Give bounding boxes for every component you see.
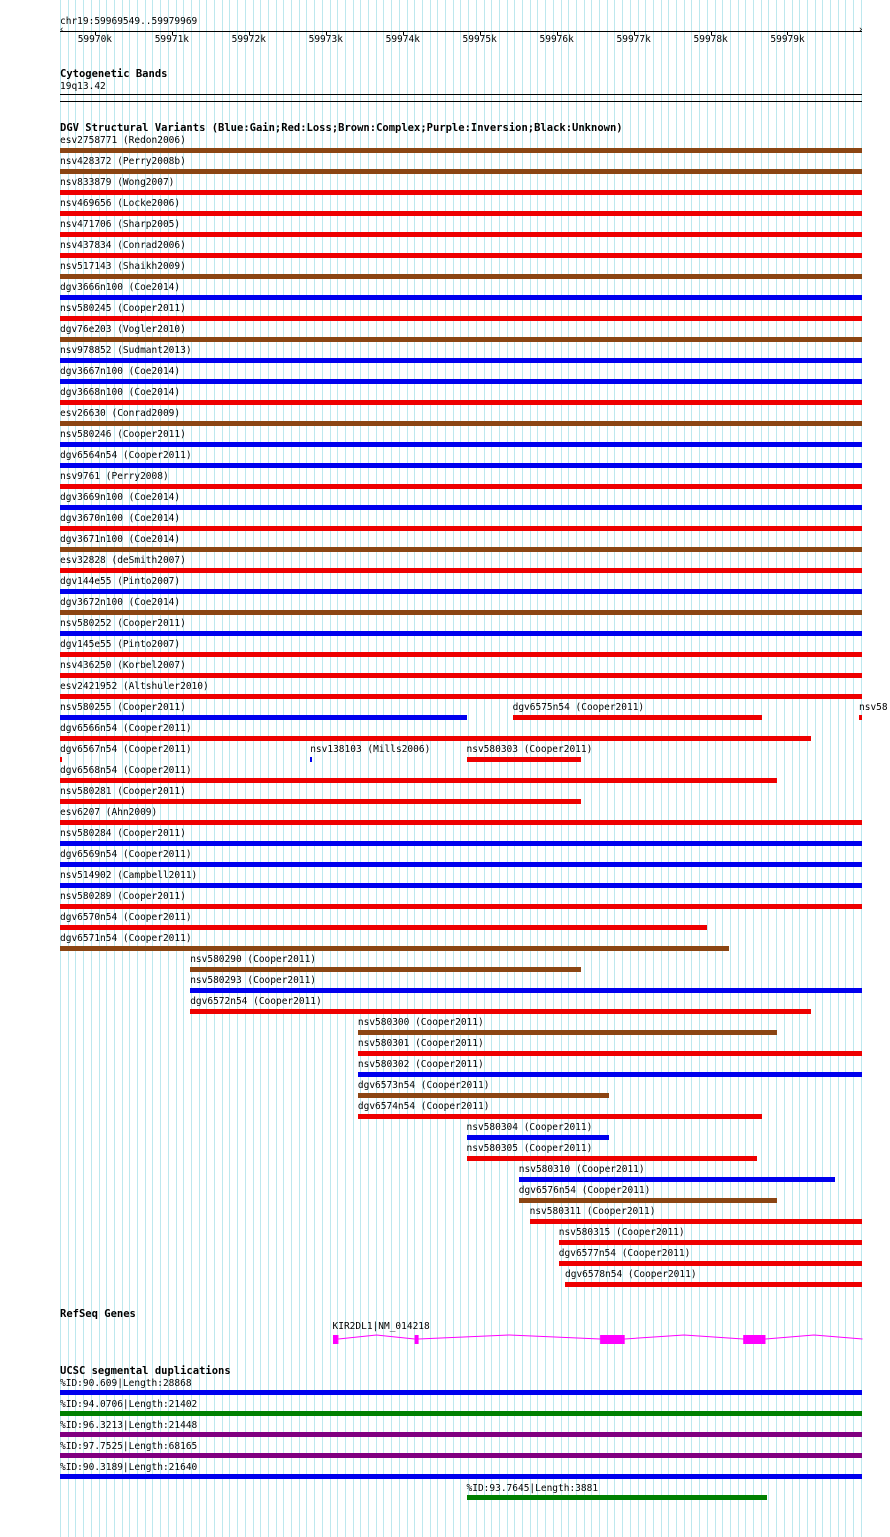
variant-label: nsv580302 (Cooper2011) — [357, 1059, 484, 1070]
variant-bar[interactable] — [60, 946, 729, 951]
ruler-tick-label: 59976k — [539, 34, 574, 45]
ruler-tick-label: 59978k — [693, 34, 728, 45]
variant-bar[interactable] — [60, 337, 862, 342]
grid-line — [545, 0, 546, 1537]
grid-line — [484, 0, 485, 1537]
grid-line — [206, 0, 207, 1537]
grid-line — [614, 0, 615, 1537]
variant-label: nsv580290 (Cooper2011) — [190, 954, 317, 965]
grid-line — [407, 0, 408, 1537]
variant-label: dgv6570n54 (Cooper2011) — [60, 912, 192, 923]
variant-bar[interactable] — [60, 148, 862, 153]
ruler-range-label: chr19:59969549..59979969 — [60, 16, 198, 27]
grid-line — [761, 0, 762, 1537]
exon — [743, 1335, 765, 1344]
grid-line — [514, 0, 515, 1537]
variant-label: nsv138103 (Mills2006) — [310, 744, 431, 755]
grid-line — [199, 0, 200, 1537]
variant-bar[interactable] — [60, 925, 707, 930]
grid-line — [830, 0, 831, 1537]
segdup-title: UCSC segmental duplications — [60, 1365, 231, 1377]
segdup-bar[interactable] — [60, 1453, 862, 1458]
variant-bar[interactable] — [513, 715, 762, 720]
variant-label: nsv580315 (Cooper2011) — [558, 1227, 685, 1238]
grid-line — [822, 0, 823, 1537]
grid-line — [838, 0, 839, 1537]
variant-bar[interactable] — [530, 1219, 862, 1224]
variant-label: dgv76e203 (Vogler2010) — [60, 324, 186, 335]
variant-label: esv2421952 (Altshuler2010) — [60, 681, 209, 692]
grid-line — [576, 0, 577, 1537]
variant-bar[interactable] — [467, 1135, 609, 1140]
variant-bar[interactable] — [467, 757, 582, 762]
grid-line — [599, 0, 600, 1537]
variant-bar[interactable] — [60, 799, 581, 804]
grid-line — [437, 0, 438, 1537]
grid-line — [330, 0, 331, 1537]
grid-line — [322, 0, 323, 1537]
grid-line — [715, 0, 716, 1537]
variant-bar[interactable] — [358, 1114, 762, 1119]
grid-line — [568, 0, 569, 1537]
grid-line — [853, 0, 854, 1537]
grid-line — [422, 0, 423, 1537]
exon — [600, 1335, 625, 1344]
grid-line — [622, 0, 623, 1537]
variant-bar[interactable] — [60, 841, 862, 846]
variant-bar[interactable] — [60, 253, 862, 258]
variant-bar[interactable] — [60, 421, 862, 426]
variant-label: nsv580246 (Cooper2011) — [60, 429, 186, 440]
variant-label: nsv9761 (Perry2008) — [60, 471, 169, 482]
grid-line — [445, 0, 446, 1537]
grid-line — [792, 0, 793, 1537]
variant-bar[interactable] — [60, 316, 862, 321]
grid-line — [707, 0, 708, 1537]
variant-label: dgv6574n54 (Cooper2011) — [357, 1101, 490, 1112]
variant-label: dgv3669n100 (Coe2014) — [60, 492, 181, 503]
ruler-tick-label: 59973k — [308, 34, 343, 45]
variant-label: esv6207 (Ahn2009) — [60, 807, 158, 818]
variant-bar[interactable] — [60, 547, 862, 552]
variant-bar[interactable] — [60, 568, 862, 573]
variant-bar[interactable] — [60, 862, 862, 867]
variant-bar[interactable] — [859, 715, 862, 720]
exon — [333, 1335, 338, 1344]
variant-bar[interactable] — [358, 1030, 777, 1035]
grid-line — [229, 0, 230, 1537]
ruler-tick-label: 59975k — [462, 34, 497, 45]
variant-bar[interactable] — [358, 1051, 862, 1056]
ruler-left-arrow: ‹ — [59, 25, 65, 35]
grid-line — [268, 0, 269, 1537]
variant-label: nsv978852 (Sudmant2013) — [60, 345, 192, 356]
grid-line — [845, 0, 846, 1537]
ruler-tick-label: 59972k — [231, 34, 266, 45]
variant-label: dgv3667n100 (Coe2014) — [60, 366, 181, 377]
variant-bar[interactable] — [60, 778, 777, 783]
variant-label: nsv580311 (Cooper2011) — [529, 1206, 656, 1217]
grid-line — [561, 0, 562, 1537]
grid-line — [491, 0, 492, 1537]
grid-line — [676, 0, 677, 1537]
variant-label: nsv580252 (Cooper2011) — [60, 618, 186, 629]
variant-label: nsv580310 (Cooper2011) — [518, 1164, 645, 1175]
grid-line — [738, 0, 739, 1537]
ruler-axis-line — [60, 31, 862, 32]
variant-label: dgv145e55 (Pinto2007) — [60, 639, 181, 650]
variant-bar[interactable] — [60, 631, 862, 636]
variant-bar[interactable] — [60, 694, 862, 699]
variant-label: dgv6569n54 (Cooper2011) — [60, 849, 192, 860]
grid-line — [353, 0, 354, 1537]
cytoband-line — [60, 94, 862, 95]
variant-label: dgv3672n100 (Coe2014) — [60, 597, 181, 608]
variant-bar[interactable] — [60, 673, 862, 678]
variant-label: nsv428372 (Perry2008b) — [60, 156, 186, 167]
grid-line — [291, 0, 292, 1537]
grid-line — [468, 0, 469, 1537]
grid-line — [730, 0, 731, 1537]
gene-model[interactable] — [333, 1332, 865, 1346]
segdup-bar[interactable] — [60, 1474, 862, 1479]
grid-line — [776, 0, 777, 1537]
variant-label: nsv436250 (Korbel2007) — [60, 660, 186, 671]
variant-label: dgv3666n100 (Coe2014) — [60, 282, 181, 293]
variant-label: dgv6572n54 (Cooper2011) — [190, 996, 322, 1007]
grid-line — [376, 0, 377, 1537]
grid-line — [337, 0, 338, 1537]
variant-label: nsv833879 (Wong2007) — [60, 177, 175, 188]
variant-bar[interactable] — [358, 1093, 609, 1098]
grid-line — [306, 0, 307, 1537]
grid-line — [383, 0, 384, 1537]
variant-label: nsv580289 (Cooper2011) — [60, 891, 186, 902]
grid-line — [476, 0, 477, 1537]
variant-label: nsv469656 (Locke2006) — [60, 198, 181, 209]
dgv-title: DGV Structural Variants (Blue:Gain;Red:Loss;Brown:Complex;Purple:Inversion;Black:Unknown) — [60, 122, 623, 134]
grid-line — [684, 0, 685, 1537]
variant-bar[interactable] — [60, 358, 862, 363]
variant-label: dgv144e55 (Pinto2007) — [60, 576, 181, 587]
variant-bar[interactable] — [60, 757, 62, 762]
variant-label: nsv580305 (Cooper2011) — [466, 1143, 593, 1154]
variant-bar[interactable] — [60, 820, 862, 825]
variant-bar[interactable] — [60, 211, 862, 216]
grid-line — [222, 0, 223, 1537]
cytobands-title: Cytogenetic Bands — [60, 68, 168, 80]
grid-line — [453, 0, 454, 1537]
variant-bar[interactable] — [60, 169, 862, 174]
grid-line — [807, 0, 808, 1537]
variant-label: dgv3670n100 (Coe2014) — [60, 513, 181, 524]
variant-label: nsv580304 (Cooper2011) — [466, 1122, 593, 1133]
grid-line — [260, 0, 261, 1537]
variant-bar[interactable] — [60, 505, 862, 510]
variant-bar[interactable] — [60, 400, 862, 405]
refseq-title: RefSeq Genes — [60, 1308, 136, 1320]
segdup-bar[interactable] — [60, 1390, 862, 1395]
variant-label: dgv6571n54 (Cooper2011) — [60, 933, 192, 944]
gene-label: KIR2DL1|NM_014218 — [332, 1321, 430, 1332]
variant-bar[interactable] — [519, 1177, 835, 1182]
grid-line — [414, 0, 415, 1537]
grid-line — [507, 0, 508, 1537]
grid-line — [768, 0, 769, 1537]
grid-line — [815, 0, 816, 1537]
variant-label: dgv6573n54 (Cooper2011) — [357, 1080, 490, 1091]
variant-bar[interactable] — [60, 610, 862, 615]
variant-label: nsv58 — [859, 702, 888, 713]
variant-label: nsv580281 (Cooper2011) — [60, 786, 186, 797]
variant-bar[interactable] — [190, 967, 581, 972]
grid-line — [691, 0, 692, 1537]
variant-bar[interactable] — [60, 442, 862, 447]
grid-line — [799, 0, 800, 1537]
grid-line — [591, 0, 592, 1537]
variant-label: dgv6566n54 (Cooper2011) — [60, 723, 192, 734]
variant-bar[interactable] — [60, 652, 862, 657]
variant-label: dgv6576n54 (Cooper2011) — [518, 1185, 651, 1196]
ruler-right-arrow: › — [858, 25, 864, 35]
variant-label: dgv6578n54 (Cooper2011) — [565, 1269, 697, 1280]
grid-line — [237, 0, 238, 1537]
variant-label: nsv437834 (Conrad2006) — [60, 240, 186, 251]
segdup-label: %ID:90.609|Length:28868 — [60, 1378, 192, 1389]
segdup-bar[interactable] — [60, 1432, 862, 1437]
grid-line — [245, 0, 246, 1537]
variant-bar[interactable] — [559, 1261, 862, 1266]
ruler-tick-label: 59977k — [616, 34, 651, 45]
variant-bar[interactable] — [60, 274, 862, 279]
variant-label: dgv3668n100 (Coe2014) — [60, 387, 181, 398]
grid-line — [276, 0, 277, 1537]
grid-line — [699, 0, 700, 1537]
grid-line — [460, 0, 461, 1537]
variant-bar[interactable] — [60, 379, 862, 384]
grid-line — [753, 0, 754, 1537]
variant-bar[interactable] — [559, 1240, 862, 1245]
segdup-label: %ID:90.3189|Length:21640 — [60, 1462, 198, 1473]
grid-line — [368, 0, 369, 1537]
grid-line — [668, 0, 669, 1537]
grid-line — [745, 0, 746, 1537]
variant-bar[interactable] — [519, 1198, 777, 1203]
cytoband-label: 19q13.42 — [60, 81, 106, 92]
grid-line — [499, 0, 500, 1537]
grid-line — [861, 0, 862, 1537]
variant-label: nsv517143 (Shaikh2009) — [60, 261, 186, 272]
variant-label: dgv6564n54 (Cooper2011) — [60, 450, 192, 461]
variant-label: nsv580255 (Cooper2011) — [60, 702, 186, 713]
variant-bar[interactable] — [310, 757, 312, 762]
variant-bar[interactable] — [60, 295, 862, 300]
variant-bar[interactable] — [60, 736, 811, 741]
grid-line — [214, 0, 215, 1537]
grid-line — [360, 0, 361, 1537]
grid-line — [391, 0, 392, 1537]
variant-label: nsv580300 (Cooper2011) — [357, 1017, 484, 1028]
variant-label: nsv514902 (Campbell2011) — [60, 870, 198, 881]
variant-label: dgv3671n100 (Coe2014) — [60, 534, 181, 545]
grid-line — [584, 0, 585, 1537]
grid-line — [522, 0, 523, 1537]
cytoband-line — [60, 101, 862, 102]
variant-bar[interactable] — [60, 463, 862, 468]
grid-line — [645, 0, 646, 1537]
variant-label: nsv580284 (Cooper2011) — [60, 828, 186, 839]
variant-label: dgv6568n54 (Cooper2011) — [60, 765, 192, 776]
grid-line — [314, 0, 315, 1537]
grid-line — [630, 0, 631, 1537]
variant-label: nsv580245 (Cooper2011) — [60, 303, 186, 314]
grid-line — [283, 0, 284, 1537]
variant-label: nsv580301 (Cooper2011) — [357, 1038, 484, 1049]
variant-label: esv32828 (deSmith2007) — [60, 555, 186, 566]
variant-bar[interactable] — [60, 484, 862, 489]
segdup-label: %ID:97.7525|Length:68165 — [60, 1441, 198, 1452]
grid-line — [607, 0, 608, 1537]
variant-bar[interactable] — [60, 526, 862, 531]
variant-bar[interactable] — [565, 1282, 862, 1287]
grid-line — [399, 0, 400, 1537]
segdup-label: %ID:93.7645|Length:3881 — [466, 1483, 599, 1494]
variant-bar[interactable] — [190, 1009, 811, 1014]
segdup-label: %ID:94.0706|Length:21402 — [60, 1399, 198, 1410]
grid-line — [553, 0, 554, 1537]
grid-line — [784, 0, 785, 1537]
variant-bar[interactable] — [60, 190, 862, 195]
variant-label: nsv580293 (Cooper2011) — [190, 975, 317, 986]
segdup-label: %ID:96.3213|Length:21448 — [60, 1420, 198, 1431]
ruler-tick-label: 59974k — [385, 34, 420, 45]
ruler-tick-label: 59979k — [770, 34, 805, 45]
variant-bar[interactable] — [60, 589, 862, 594]
variant-label: nsv471706 (Sharp2005) — [60, 219, 181, 230]
variant-bar[interactable] — [467, 1156, 757, 1161]
grid-line — [299, 0, 300, 1537]
variant-label: dgv6577n54 (Cooper2011) — [558, 1248, 691, 1259]
segdup-bar[interactable] — [467, 1495, 768, 1500]
grid-line — [661, 0, 662, 1537]
grid-line — [638, 0, 639, 1537]
ruler-tick-label: 59970k — [77, 34, 113, 45]
variant-bar[interactable] — [60, 232, 862, 237]
variant-label: esv2758771 (Redon2006) — [60, 135, 186, 146]
variant-bar[interactable] — [60, 715, 467, 720]
variant-label: dgv6567n54 (Cooper2011) — [60, 744, 192, 755]
variant-bar[interactable] — [190, 988, 862, 993]
grid-line — [537, 0, 538, 1537]
grid-line — [722, 0, 723, 1537]
exon — [414, 1335, 418, 1344]
segdup-bar[interactable] — [60, 1411, 862, 1416]
variant-bar[interactable] — [60, 883, 862, 888]
grid-line — [253, 0, 254, 1537]
variant-label: esv26630 (Conrad2009) — [60, 408, 181, 419]
grid-line — [345, 0, 346, 1537]
variant-bar[interactable] — [60, 904, 862, 909]
grid-line — [430, 0, 431, 1537]
variant-label: nsv580303 (Cooper2011) — [466, 744, 593, 755]
variant-label: dgv6575n54 (Cooper2011) — [512, 702, 645, 713]
variant-bar[interactable] — [358, 1072, 862, 1077]
ruler-tick-label: 59971k — [154, 34, 190, 45]
grid-line — [653, 0, 654, 1537]
grid-line — [530, 0, 531, 1537]
